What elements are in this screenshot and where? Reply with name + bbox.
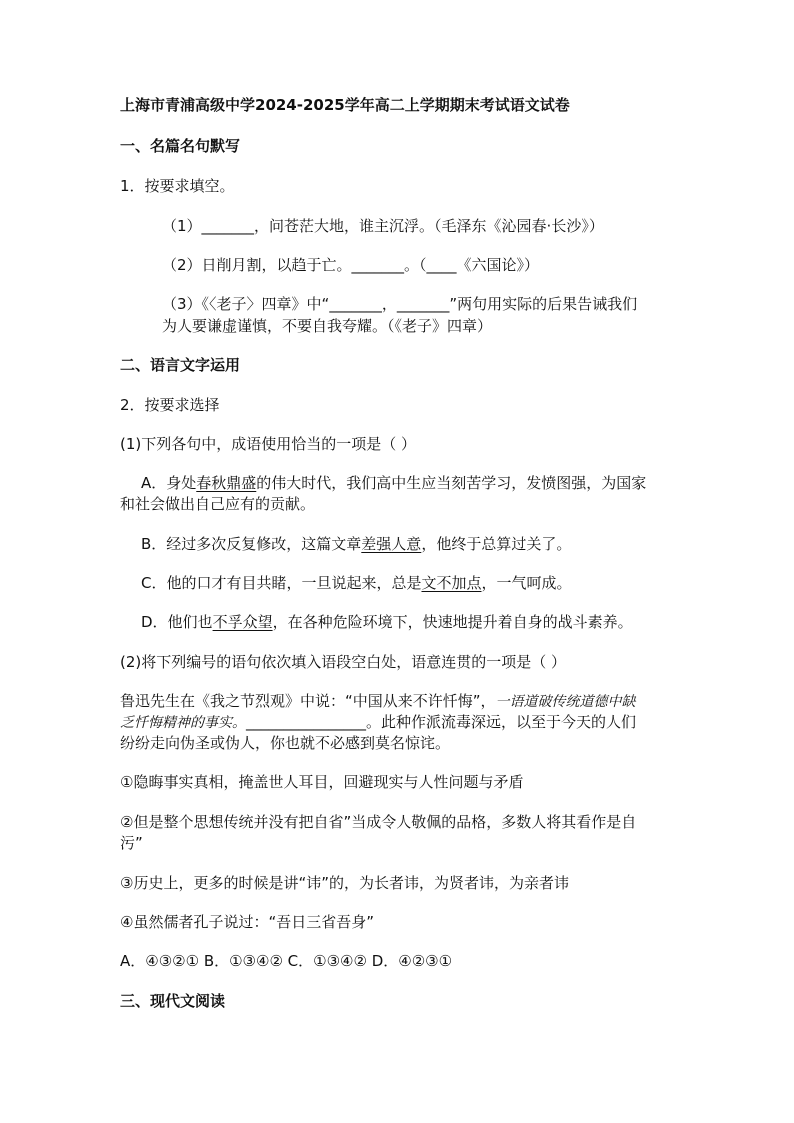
option-c-post: ，一气呵成。	[481, 574, 572, 592]
question-2-sub-1-stem: (1)下列各句中，成语使用恰当的一项是（ ）	[120, 435, 417, 453]
option-d-idiom: 不孚众望	[212, 613, 273, 631]
exam-title: 上海市青浦高级中学2024-2025学年高二上学期期末考试语文试卷	[120, 96, 570, 114]
option-a-line-1	[141, 473, 646, 493]
option-a-post: 的伟大时代，我们高中生应当刻苦学习，发愤图强，为国家	[256, 474, 647, 492]
passage-line-1-b: 一语道破传统道德中缺	[495, 694, 636, 710]
question-1-item-3-line-2: 为人要谦虚谨慎，不要自我夸耀。（《老子》四章）	[162, 317, 493, 335]
question-1-item-3-line-1: （3）《〈老子〉四章》中“_______，_______”两句用实际的后果告诫我们	[162, 295, 638, 313]
option-b	[141, 534, 571, 554]
section-heading-2: 二、语言文字运用	[120, 356, 241, 374]
sentence-3: ③历史上，更多的时候是讲“讳”的，为长者讳，为贤者讳，为亲者讳	[120, 874, 569, 892]
sentence-2-line-1: ②但是整个思想传统并没有把自省”当成令人敬佩的品格，多数人将其看作是自	[120, 813, 637, 831]
sentence-1: ①隐晦事实真相，掩盖世人耳目，回避现实与人性问题与矛盾	[120, 773, 524, 791]
section-heading-3: 三、现代文阅读	[120, 992, 226, 1010]
passage-line-2-b: ________________。此种作派流毒深远，以至于今天的人们	[246, 713, 637, 731]
sentence-2-line-2: 污”	[120, 834, 143, 852]
option-a-pre: A．身处	[141, 474, 197, 492]
option-a-idiom: 春秋鼎盛	[196, 474, 257, 492]
option-c	[141, 573, 572, 593]
option-d-post: ，在各种危险环境下，快速地提升着自身的战斗素养。	[272, 613, 633, 631]
sentence-4: ④虽然儒者孔子说过：“吾日三省吾身”	[120, 913, 374, 931]
option-d	[141, 612, 633, 632]
passage-line-1	[120, 691, 636, 712]
answer-options: A．④③②① B．①③④② C．①③④② D．④②③①	[120, 952, 453, 970]
passage-line-3: 纷纷走向伪圣或伪人，你也就不必感到莫名惊诧。	[120, 734, 451, 752]
option-c-pre: C．他的口才有目共睹，一旦说起来，总是	[141, 574, 422, 592]
question-2-stem: 2．按要求选择	[120, 396, 220, 414]
option-b-pre: B．经过多次反复修改，这篇文章	[141, 535, 362, 553]
question-2-sub-2-stem: (2)将下列编号的语句依次填入语段空白处，语意连贯的一项是（ ）	[120, 653, 567, 671]
question-1-item-2: （2）日削月割，以趋于亡。_______。（____《六国论》）	[162, 256, 540, 274]
passage-line-1-a: 鲁迅先生在《我之节烈观》中说：“中国从来不许忏悔”，	[120, 692, 496, 710]
option-a-line-2: 和社会做出自己应有的贡献。	[120, 495, 316, 513]
section-heading-1: 一、名篇名句默写	[120, 137, 241, 155]
question-1-stem: 1．按要求填空。	[120, 177, 235, 195]
passage-line-2-a: 乏忏悔精神的事实。	[120, 715, 246, 731]
passage-line-2	[120, 712, 636, 733]
option-d-pre: D．他们也	[141, 613, 213, 631]
option-b-post: ，他终于总算过关了。	[421, 535, 572, 553]
option-c-idiom: 文不加点	[421, 574, 482, 592]
option-b-idiom: 差强人意	[361, 535, 422, 553]
question-1-item-1: （1）_______，问苍茫大地，谁主沉浮。（毛泽东《沁园春·长沙》）	[162, 217, 604, 235]
